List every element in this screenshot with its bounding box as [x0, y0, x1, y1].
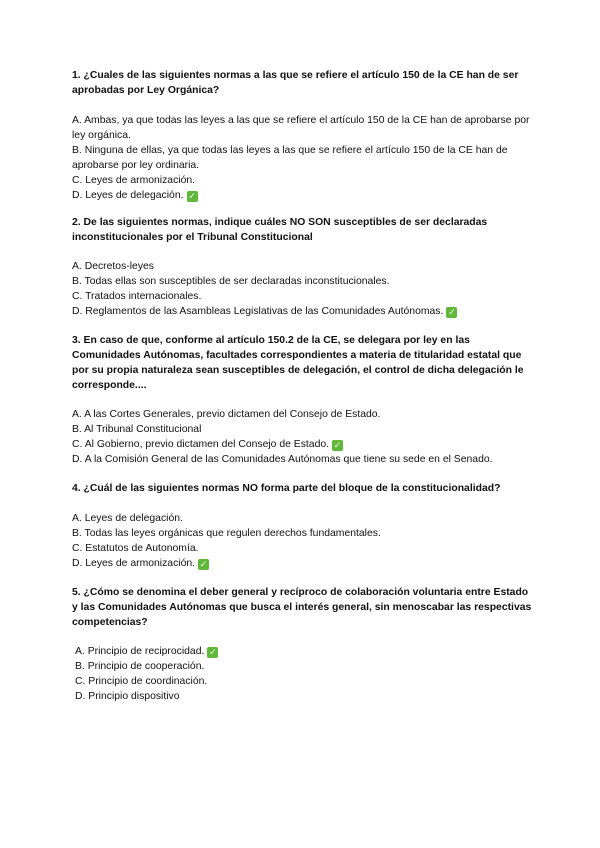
answer-d	[72, 452, 532, 467]
answer-text: C. Leyes de armonización.	[72, 175, 196, 186]
question-title: 3. En caso de que, conforme al artículo 150.2 de la CE, se delegara por ley en las Comunidades Autónomas, facultades correspondientes a materia de titularidad estatal que por su propia naturaleza sean susceptibles de delegación, el control de dicha delegación le corresponde....	[72, 335, 524, 391]
answer-list	[72, 259, 532, 319]
question-title: 4. ¿Cuál de las siguientes normas NO forma parte del bloque de la constitucionalidad?	[72, 483, 501, 494]
answer-text: C. Principio de coordinación.	[75, 676, 208, 687]
answer-text: A. Ambas, ya que todas las leyes a las que se refiere el artículo 150 de la CE han de aprobarse por ley orgánica.	[72, 115, 530, 141]
answer-text: A. Decretos-leyes	[72, 261, 154, 272]
question-title: 5. ¿Cómo se denomina el deber general y recíproco de colaboración voluntaria entre Estado y las Comunidades Autónomas que busca el interés general, sin menoscabar las respectivas competencias?	[72, 587, 532, 628]
answer-text: A. Principio de reciprocidad.	[75, 646, 205, 657]
answer-text: D. Leyes de armonización.	[72, 558, 196, 569]
answer-text: A. Leyes de delegación.	[72, 513, 183, 524]
answer-a	[72, 644, 532, 659]
check-mark-icon	[207, 647, 218, 658]
answer-text: C. Estatutos de Autonomía.	[72, 543, 199, 554]
answer-d	[72, 304, 532, 319]
answer-b	[72, 143, 532, 173]
answer-a	[72, 407, 532, 422]
answer-text: B. Ninguna de ellas, ya que todas las leyes a las que se refiere el artículo 150 de la CE han de aprobarse por ley ordinaria.	[72, 145, 508, 171]
question-title: 1. ¿Cuales de las siguientes normas a las que se refiere el artículo 150 de la CE han de ser aprobadas por Ley Orgánica?	[72, 70, 519, 96]
answer-a	[72, 259, 532, 274]
question-2	[72, 215, 532, 319]
answer-c	[72, 289, 532, 304]
answer-list	[72, 407, 532, 467]
answer-d	[72, 188, 532, 203]
check-mark-icon	[332, 440, 343, 451]
answer-text: A. A las Cortes Generales, previo dictamen del Consejo de Estado.	[72, 409, 381, 420]
check-mark-icon	[446, 307, 457, 318]
answer-b	[72, 659, 532, 674]
answer-c	[72, 173, 532, 188]
answer-a	[72, 511, 532, 526]
answer-text: D. Principio dispositivo	[75, 691, 180, 702]
answer-text: C. Al Gobierno, previo dictamen del Consejo de Estado.	[72, 439, 330, 450]
answer-list	[72, 644, 532, 704]
answer-b	[72, 526, 532, 541]
answer-text: C. Tratados internacionales.	[72, 291, 202, 302]
answer-text: B. Todas ellas son susceptibles de ser declaradas inconstitucionales.	[72, 276, 390, 287]
answer-list	[72, 511, 532, 571]
answer-b	[72, 422, 532, 437]
answer-b	[72, 274, 532, 289]
answer-text: D. A la Comisión General de las Comunidades Autónomas que tiene su sede en el Senado.	[72, 454, 493, 465]
answer-list	[72, 113, 532, 203]
answer-d	[72, 689, 532, 704]
question-4	[72, 481, 532, 571]
check-mark-icon	[187, 191, 198, 202]
question-3	[72, 333, 532, 467]
question-5	[72, 585, 532, 704]
answer-text: B. Principio de cooperación.	[75, 661, 205, 672]
answer-d	[72, 556, 532, 571]
answer-c	[72, 437, 532, 452]
question-1	[72, 68, 532, 203]
answer-text: B. Al Tribunal Constitucional	[72, 424, 202, 435]
document-page	[72, 68, 532, 704]
answer-c	[72, 541, 532, 556]
check-mark-icon	[198, 559, 209, 570]
answer-text: D. Leyes de delegación.	[72, 190, 184, 201]
answer-text: B. Todas las leyes orgánicas que regulen derechos fundamentales.	[72, 528, 381, 539]
answer-text: D. Reglamentos de las Asambleas Legislativas de las Comunidades Autónomas.	[72, 306, 444, 317]
question-title: 2. De las siguientes normas, indique cuáles NO SON susceptibles de ser declaradas inconstitucionales por el Tribunal Constitucional	[72, 217, 488, 243]
answer-c	[72, 674, 532, 689]
answer-a	[72, 113, 532, 143]
